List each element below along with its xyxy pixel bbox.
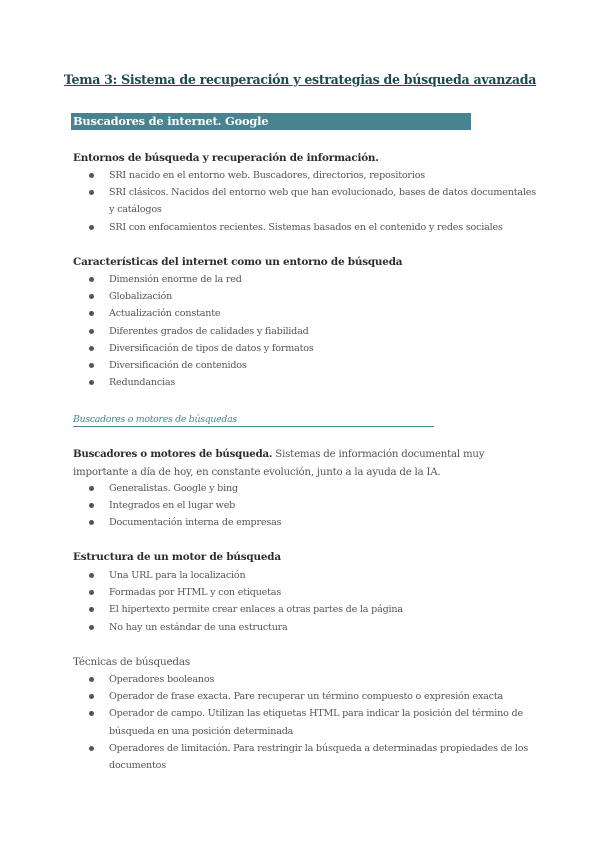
list-item: Dimensión enorme de la red [88, 271, 538, 288]
list-item: Operadores de limitación. Para restringir la búsqueda a determinadas propiedades de los documentos [88, 740, 538, 774]
section-heading-estructura: Estructura de un motor de búsqueda [73, 551, 281, 563]
list-item: Documentación interna de empresas [88, 514, 538, 531]
list-item: Una URL para la localización [88, 567, 538, 584]
list-item: Diversificación de contenidos [88, 357, 538, 374]
section-heading-caracteristicas: Características del internet como un entorno de búsqueda [73, 256, 403, 268]
section-band: Buscadores de internet. Google [71, 113, 471, 130]
list-entornos [88, 167, 538, 236]
list-item: Operadores booleanos [88, 671, 538, 688]
document-title: Tema 3: Sistema de recuperación y estrategias de búsqueda avanzada [63, 72, 537, 87]
list-estructura [88, 567, 538, 636]
list-item: Operador de campo. Utilizan las etiquetas HTML para indicar la posición del término de búsqueda en una posición determinada [88, 705, 538, 739]
list-item: Operador de frase exacta. Pare recuperar un término compuesto o expresión exacta [88, 688, 538, 705]
list-item: Actualización constante [88, 305, 538, 322]
list-item: Redundancias [88, 374, 538, 391]
list-item: SRI clásicos. Nacidos del entorno web que han evolucionado, bases de datos documentales y catálogos [88, 184, 538, 218]
list-item: Integrados en el lugar web [88, 497, 538, 514]
list-tecnicas [88, 671, 538, 774]
section-heading-entornos: Entornos de búsqueda y recuperación de información. [73, 152, 379, 164]
list-item: SRI con enfocamientos recientes. Sistemas basados en el contenido y redes sociales [88, 219, 538, 236]
section-heading-tecnicas: Técnicas de búsquedas [73, 656, 191, 668]
section-link-buscadores[interactable]: Buscadores o motores de búsquedas [73, 414, 434, 427]
list-item: El hipertexto permite crear enlaces a otras partes de la página [88, 601, 538, 618]
list-item: Diversificación de tipos de datos y formatos [88, 340, 538, 357]
list-item: Diferentes grados de calidades y fiabilidad [88, 323, 538, 340]
list-caracteristicas [88, 271, 538, 391]
list-item: Formadas por HTML y con etiquetas [88, 584, 538, 601]
paragraph-buscadores [73, 445, 528, 482]
list-item: No hay un estándar de una estructura [88, 619, 538, 636]
list-buscadores [88, 480, 538, 532]
paragraph-bold-lead: Buscadores o motores de búsqueda. [73, 448, 273, 460]
list-item: SRI nacido en el entorno web. Buscadores, directorios, repositorios [88, 167, 538, 184]
list-item: Generalistas. Google y bing [88, 480, 538, 497]
list-item: Globalización [88, 288, 538, 305]
paragraph-text: Sistemas de información documental muy importante a día de hoy, en constante evolución, junto a la ayuda de la IA. [73, 449, 485, 478]
